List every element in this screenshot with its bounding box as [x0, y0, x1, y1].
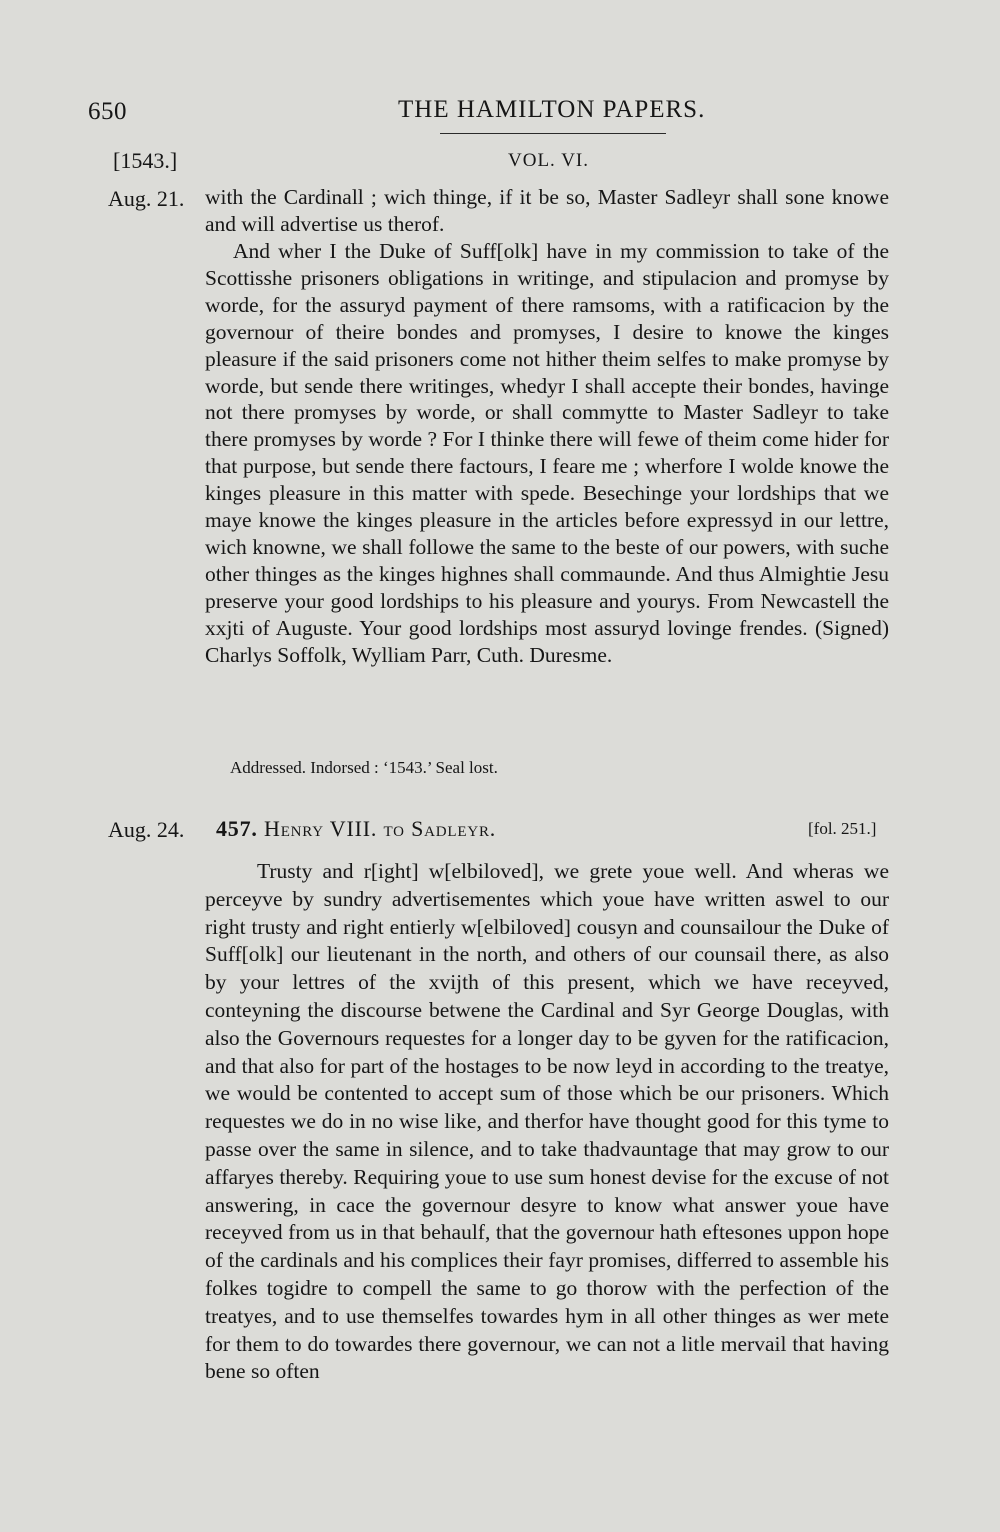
endorsement-note: Addressed. Indorsed : ‘1543.’ Seal lost. — [230, 758, 498, 777]
margin-date-1: Aug. 21. — [108, 186, 185, 211]
letter-number: 457. — [216, 816, 258, 841]
page-number: 650 — [88, 98, 127, 125]
letter-heading — [216, 815, 496, 843]
paragraph-1: with the Cardinall ; wich thinge, if it be so, Master Sadleyr shall sone knowe and will advertise us therof. — [205, 185, 889, 236]
running-title: THE HAMILTON PAPERS. — [398, 96, 706, 123]
volume-label: VOL. VI. — [508, 150, 590, 171]
margin-date-2: Aug. 24. — [108, 817, 185, 842]
paragraph-2: And wher I the Duke of Suff[olk] have in my commission to take of the Scottisshe prisoners obligations in writinge, and stipulacion and promyse by worde, for the assuryd payment of there ramsoms, with a ratificacion by the governour of theire bondes and promyses, I desire to knowe the kinges pleasure if the said prisoners come not hither theim selfes to make promyse by worde, but sende there writinges, whedyr I shall accepte their bondes, havinge not there promyses by worde, or shall commytte to Master Sadleyr to take there promyses by worde ? For I thinke there will fewe of theim come hider for that purpose, but sende there factours, I feare me ; wherfore I wolde knowe the kinges pleasure in this matter with spede. Besechinge your lordships that we maye knowe the kinges pleasure in the articles before expressyd in our lettre, wich knowne, we shall followe the same to the beste of our powers, with suche other thinges as the kinges highnes shall commaunde. And thus Almightie Jesu preserve your good lordships to his pleasure and yourys. From Newcastell the xxjti of Auguste. Your good lordships most assuryd lovinge frendes. (Signed) Charlys Soffolk, Wylliam Parr, Cuth. Duresme. — [205, 239, 889, 667]
folio-reference: [fol. 251.] — [808, 819, 877, 838]
letter-title: Henry VIII. to Sadleyr. — [264, 816, 497, 841]
year-label: [1543.] — [113, 148, 178, 173]
title-underline — [440, 133, 666, 134]
paragraph-3: Trusty and r[ight] w[elbiloved], we grete youe well. And wheras we perceyve by sundry advertisementes which youe have written aswel to our right trusty and right entierly w[elbiloved] cousyn and counsailour the Duke of Suff[olk] our lieutenant in the north, and others of our counsail there, as also by your lettres of the xvijth of this present, which we have receyved, conteyning the discourse betwene the Cardinal and Syr George Douglas, with also the Governours requestes for a longer day to be gyven for the ratificacion, and that also for part of the hostages to be now leyd in according to the treatye, we would be contented to accept sum of those which be our prisoners. Which requestes we do in no wise like, and therfor have thought good for this tyme to passe over the same in silence, and to take thadvauntage that may grow to our affaryes thereby. Requiring youe to use sum honest devise for the excuse of not answering, in cace the governour desyre to know what answer youe have receyved from us in that behaulf, that the governour hath eftesones uppon hope of the cardinals and his complices their fayr promises, differred to assemble his folkes togidre to compell the same to go thorow with the perfection of the treatyes, and to use themselfes towardes hym in all other thinges as wer mete for them to do towardes there governour, we can not a litle mervail that having bene so often — [205, 859, 889, 1384]
